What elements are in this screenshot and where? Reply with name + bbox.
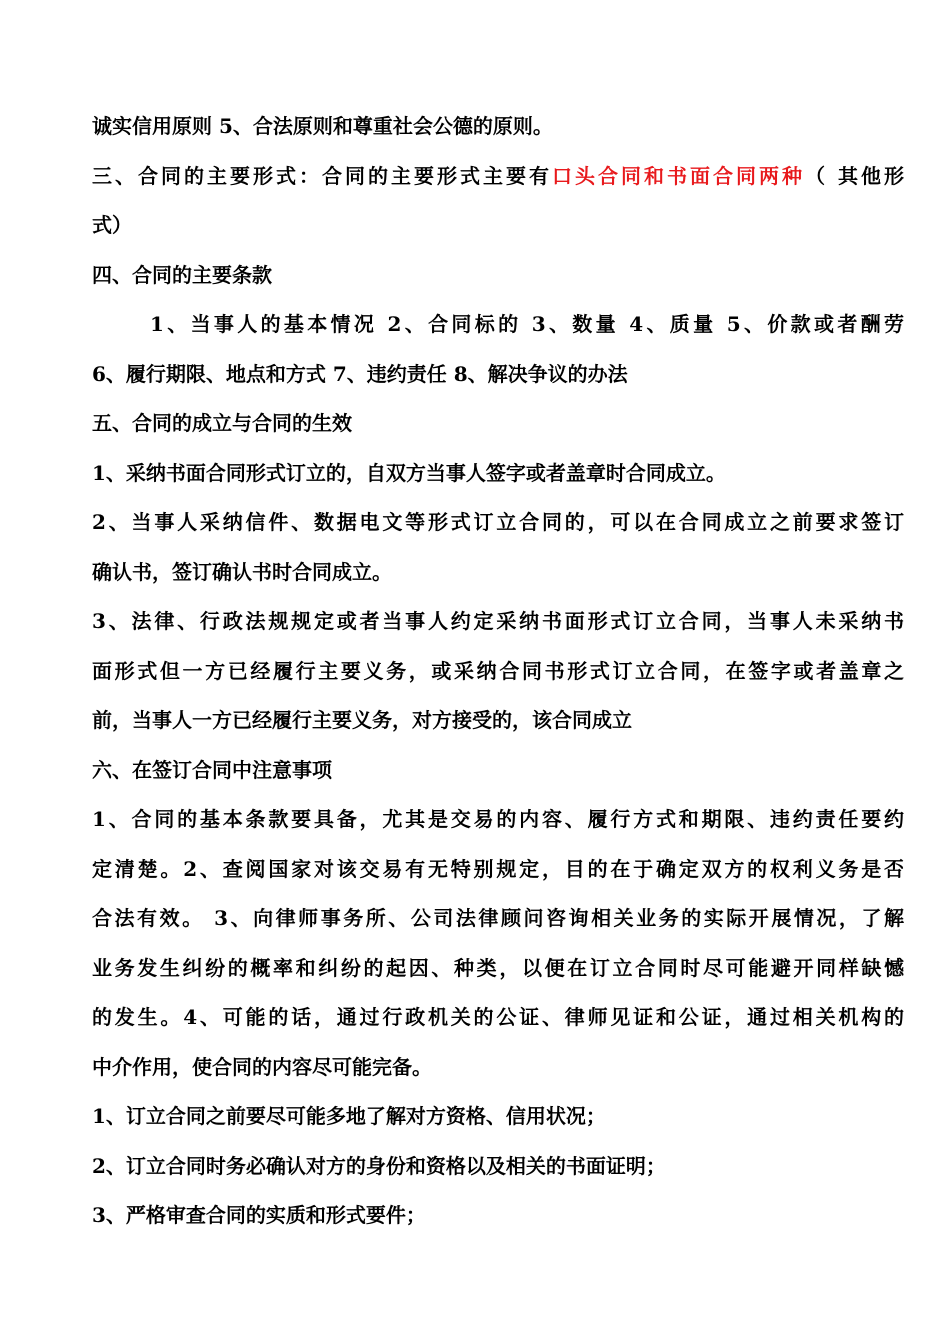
section-4-items-line-2: 6、履行期限、地点和方式 7、违约责任 8、解决争议的办法 (92, 361, 628, 386)
section-6-paragraph-line-6: 中介作用，使合同的内容尽可能完备。 (92, 1054, 432, 1079)
section-6-paragraph-line-1: 1、合同的基本条款要具备，尤其是交易的内容、履行方式和期限、违约责任要约 (92, 807, 904, 831)
section-5-heading: 五、合同的成立与合同的生效 (92, 411, 352, 435)
section-4-heading: 四、合同的主要条款 (92, 262, 272, 287)
document-body (92, 102, 904, 1241)
section-5-paragraph-3-line-1: 3、法律、行政法规规定或者当事人约定采纳书面形式订立合同，当事人未采纳书 (92, 609, 904, 633)
section-5-paragraph-3-line-3: 前，当事人一方已经履行主要义务，对方接受的，该合同成立 (92, 708, 632, 732)
section-5-paragraph-3-line-2: 面形式但一方已经履行主要义务，或采纳合同书形式订立合同，在签字或者盖章之 (92, 658, 904, 683)
section-6-item-2: 2、订立合同时务必确认对方的身份和资格以及相关的书面证明； (92, 1153, 666, 1178)
section-3-prefix: 三、合同的主要形式：合同的主要形式主要有 (92, 163, 553, 188)
section-5-paragraph-2-line-2: 确认书，签订确认书时合同成立。 (92, 559, 392, 584)
section-5-paragraph-1: 1、采纳书面合同形式订立的，自双方当事人签字或者盖章时合同成立。 (92, 460, 726, 485)
section-6-item-1: 1、订立合同之前要尽可能多地了解对方资格、信用状况； (92, 1104, 606, 1128)
section-5-paragraph-2-line-1: 2、当事人采纳信件、数据电文等形式订立合同的，可以在合同成立之前要求签订 (92, 510, 904, 534)
section-6-paragraph-line-5: 的发生。4、可能的话，通过行政机关的公证、律师见证和公证，通过相关机构的 (92, 1005, 904, 1029)
section-6-heading: 六、在签订合同中注意事项 (92, 757, 332, 782)
section-3-line-1 (92, 152, 904, 202)
section-3-line-2: 式） (92, 213, 132, 237)
section-6-paragraph-line-4: 业务发生纠纷的概率和纠纷的起因、种类，以便在订立合同时尽可能避开同样缺憾 (92, 955, 904, 980)
section-6-paragraph-line-2: 定清楚。2、查阅国家对该交易有无特别规定，目的在于确定双方的权利义务是否 (92, 856, 904, 881)
section-6-paragraph-line-3: 合法有效。 3、向律师事务所、公司法律顾问咨询相关业务的实际开展情况，了解 (92, 906, 904, 930)
section-4-items-line-1: 1、当事人的基本情况 2、合同标的 3、数量 4、质量 5、价款或者酬劳 (150, 312, 904, 336)
section-3-suffix: （ 其他形 (805, 163, 904, 188)
principles-line: 诚实信用原则 5、合法原则和尊重社会公德的原则。 (92, 114, 553, 138)
section-3-highlight: 口头合同和书面合同两种 (552, 163, 806, 188)
section-6-item-3: 3、严格审查合同的实质和形式要件； (92, 1203, 426, 1227)
